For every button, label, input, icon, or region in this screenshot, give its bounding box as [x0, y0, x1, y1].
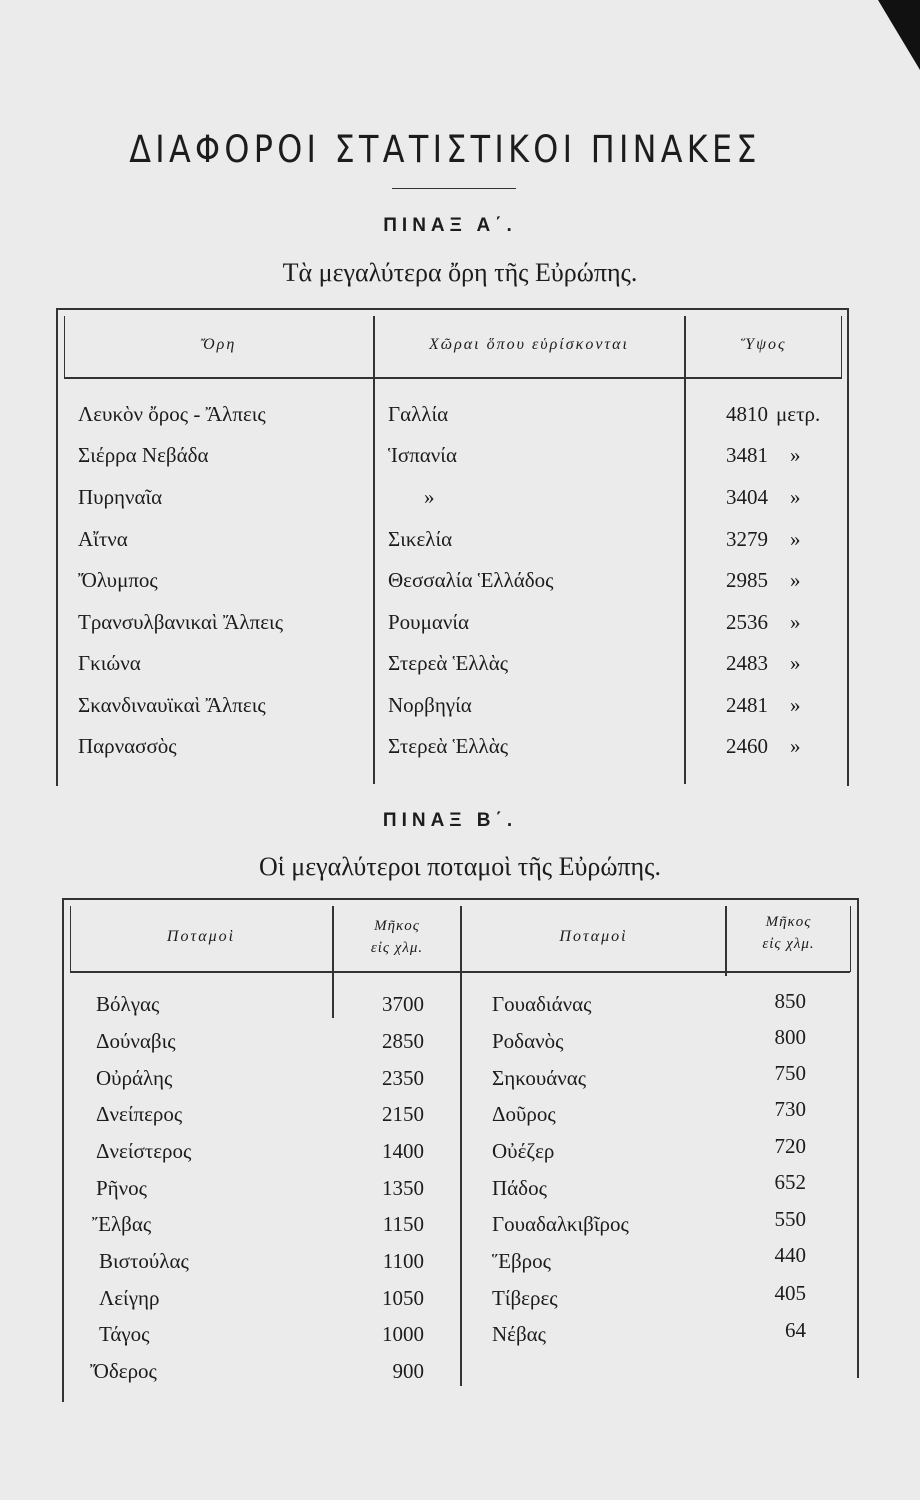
height-value: 2481	[726, 693, 768, 717]
table-b-inner-right-line	[850, 906, 851, 972]
country-name: Νορβηγία	[388, 693, 472, 717]
table-b-label: ΠΙΝΑΞ Β΄.	[382, 810, 518, 831]
river-name: Γουαδιάνας	[492, 992, 592, 1016]
table-a-header-country: Χῶραι ὅπου εὑρίσκονται	[429, 336, 629, 353]
river-length: 405	[774, 1281, 806, 1305]
river-name: Τίβερες	[492, 1286, 558, 1310]
table-a-label: ΠΙΝΑΞ Α΄.	[383, 215, 517, 236]
river-name: Νέβας	[492, 1322, 546, 1346]
height-value: 4810	[726, 402, 768, 426]
river-length: 730	[774, 1097, 806, 1121]
river-name: Πάδος	[492, 1176, 547, 1200]
table-b-header-river-right: Ποταμοὶ	[559, 928, 628, 945]
mountain-name: Τρανσυλβανικαὶ Ἄλπεις	[78, 610, 284, 634]
river-name: Βιστούλας	[99, 1249, 189, 1273]
height-value: 3279	[726, 527, 768, 551]
table-a-left-border	[56, 308, 58, 786]
table-b-header-rule	[70, 971, 850, 973]
river-name: Δοῦρος	[492, 1102, 556, 1126]
table-b-header-river-left: Ποταμοὶ	[166, 928, 236, 945]
page-title: ΔΙΑΦΟΡΟΙ ΣΤΑΤΙΣΤΙΚΟΙ ΠΙΝΑΚΕΣ	[129, 128, 761, 171]
ditto-mark: »	[790, 693, 801, 717]
height-value: 2483	[726, 651, 768, 675]
river-length: 3700	[382, 992, 424, 1016]
river-length: 720	[774, 1134, 806, 1158]
river-length: 1400	[382, 1139, 424, 1163]
mountain-name: Πυρηναῖα	[78, 485, 163, 509]
ditto-mark: »	[790, 485, 801, 509]
river-name: Τάγος	[99, 1322, 150, 1346]
river-length: 750	[774, 1061, 806, 1085]
table-a-top-rule	[56, 308, 848, 310]
table-b-header-length-left-line2: εἰς χλμ.	[370, 940, 424, 956]
mountain-name: Λευκὸν ὄρος - Ἄλπεις	[78, 402, 266, 426]
river-length: 900	[392, 1359, 424, 1383]
river-length: 2850	[382, 1029, 424, 1053]
mountain-name: Γκιώνα	[78, 651, 141, 675]
mountain-name: Σιέρρα Νεβάδα	[78, 443, 209, 467]
table-b-subtitle: Οἱ μεγαλύτεροι ποταμοὶ τῆς Εὐρώπης.	[259, 852, 661, 881]
river-name: Βόλγας	[96, 992, 160, 1016]
river-length: 1050	[382, 1286, 424, 1310]
country-name: Ἱσπανία	[388, 443, 457, 467]
river-name: Οὐέζερ	[492, 1139, 555, 1163]
river-length: 800	[774, 1025, 806, 1049]
table-b-col-divider-2	[460, 906, 462, 1386]
river-name: Ἕβρος	[492, 1249, 551, 1273]
country-name: Σικελία	[388, 527, 453, 551]
height-value: 2985	[726, 568, 768, 592]
table-b-left-border	[62, 898, 64, 1402]
table-b-header-length-right-line1: Μῆκος	[765, 914, 812, 930]
river-name: Οὐράλης	[96, 1066, 173, 1090]
river-name: Ρῆνος	[96, 1176, 147, 1200]
country-name: Στερεὰ Ἑλλὰς	[388, 651, 509, 675]
river-name: Ροδανὸς	[492, 1029, 564, 1053]
table-b-header-length-left-line1: Μῆκος	[374, 918, 420, 934]
table-b-header-length-right-line2: εἰς χλμ.	[762, 936, 815, 952]
river-name: Λείγηρ	[99, 1286, 160, 1310]
river-length: 550	[774, 1207, 806, 1231]
height-value: 2460	[726, 734, 768, 758]
river-length: 1000	[382, 1322, 424, 1346]
country-name: Γαλλία	[388, 402, 449, 426]
river-length: 2150	[382, 1102, 424, 1126]
river-name: Δνείστερος	[96, 1139, 192, 1163]
height-unit: μετρ.	[776, 402, 821, 426]
ditto-mark: »	[790, 651, 801, 675]
mountain-name: Παρνασσὸς	[78, 734, 177, 758]
river-name: Δούναβις	[96, 1029, 176, 1053]
river-length: 64	[785, 1318, 806, 1342]
height-value: 3404	[726, 485, 768, 509]
river-name: Δνείπερος	[96, 1102, 183, 1126]
table-b-top-rule	[62, 898, 858, 900]
river-length: 2350	[382, 1066, 424, 1090]
ditto-mark: »	[790, 568, 801, 592]
table-a-header-mountain: Ὄρη	[200, 336, 237, 353]
river-name: Σηκουάνας	[492, 1066, 587, 1090]
ditto-mark: »	[424, 485, 435, 509]
river-length: 440	[774, 1243, 806, 1267]
table-a-subtitle: Τὰ μεγαλύτερα ὄρη τῆς Εὐρώπης.	[282, 258, 638, 287]
river-name: Ὄδερος	[90, 1359, 157, 1383]
mountain-name: Ὄλυμπος	[78, 568, 158, 592]
table-a-header-height: Ὕψος	[740, 336, 787, 353]
table-b-right-border	[857, 898, 859, 1378]
river-name: Γουαδαλκιβῖρος	[492, 1212, 629, 1236]
table-a-col-divider-1	[373, 316, 375, 784]
table-a-inner-right-line	[841, 316, 842, 378]
river-length: 1100	[382, 1249, 424, 1273]
river-name: Ἔλβας	[92, 1212, 152, 1236]
page-corner-fold	[878, 0, 920, 70]
river-length: 1150	[382, 1212, 424, 1236]
ditto-mark: »	[790, 610, 801, 634]
title-divider	[392, 188, 516, 189]
mountain-name: Αἴτνα	[78, 527, 128, 551]
table-a-right-border	[847, 308, 849, 786]
country-name: Ρουμανία	[388, 610, 469, 634]
table-a-header-rule	[64, 377, 842, 379]
mountain-name: Σκανδιναυϊκαὶ Ἄλπεις	[78, 693, 266, 717]
river-length: 850	[774, 989, 806, 1013]
ditto-mark: »	[790, 527, 801, 551]
country-name: Θεσσαλία Ἑλλάδος	[388, 568, 554, 592]
height-value: 2536	[726, 610, 768, 634]
ditto-mark: »	[790, 734, 801, 758]
ditto-mark: »	[790, 443, 801, 467]
height-value: 3481	[726, 443, 768, 467]
river-length: 652	[774, 1170, 806, 1194]
country-name: Στερεὰ Ἑλλὰς	[388, 734, 509, 758]
river-length: 1350	[382, 1176, 424, 1200]
